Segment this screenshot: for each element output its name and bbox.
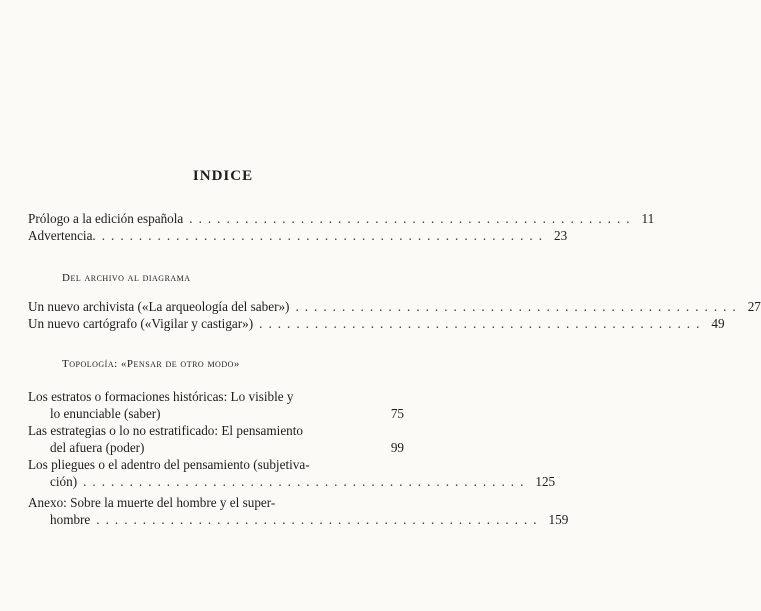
toc-section-1 [28,298,761,332]
toc-entry-text: Un nuevo cartógrafo («Vigilar y castigar») [28,316,254,331]
toc-entry-anexo [28,494,569,528]
toc-page-number: 11 [641,211,655,226]
toc-entry-text: Anexo: Sobre la muerte del hombre y el super- [28,495,276,510]
toc-page-number: 75 [390,406,404,421]
toc-entry-text: Los estratos o formaciones históricas: Lo visible y [28,389,294,404]
toc-entry-estratos [28,388,404,422]
toc-page-number: 159 [548,512,569,527]
toc-entry-text-cont: hombre [50,512,91,527]
toc-entry-text: Advertencia. [28,228,96,243]
toc-entry-text: Prólogo a la edición española [28,211,184,226]
toc-page-number: 49 [711,316,725,331]
leader-space [144,439,384,456]
toc-entry-text-cont: lo enunciable (saber) [50,406,161,421]
toc-entry-estrategias [28,422,404,456]
page-title: INDICE [192,168,254,184]
leader-dots: ................................................ [83,474,530,489]
section-heading-archivo: Del archivo al diagrama [62,272,191,284]
leader-space [161,405,385,422]
toc-entry-text: Las estrategias o lo no estratificado: El pensamiento [28,423,304,438]
leader-dots: ................................................ [101,228,548,243]
toc-entry-text-cont: del afuera (poder) [50,440,145,455]
leader-dots: ................................................ [259,316,706,331]
toc-entry-archivista [28,298,761,315]
leader-dots: ................................................ [295,299,742,314]
section-heading-topologia: Topología: «Pensar de otro modo» [62,358,240,370]
toc-entry-advertencia [28,227,568,244]
toc-front-matter [28,210,655,244]
toc-entry-prologo [28,210,655,227]
toc-page-number: 125 [535,474,556,489]
leader-dots: ................................................ [189,211,636,226]
toc-page-number: 99 [390,440,404,455]
toc-annex [28,494,569,528]
toc-entry-cartografo [28,315,725,332]
toc-section-2 [28,388,556,490]
toc-page-number: 23 [553,228,568,243]
toc-entry-text: Un nuevo archivista («La arqueología del saber») [28,299,290,314]
toc-entry-text: Los pliegues o el adentro del pensamiento (subjetiva- [28,457,310,472]
leader-dots: ................................................ [96,512,543,527]
toc-entry-text-cont: ción) [50,474,78,489]
toc-entry-pliegues [28,456,556,490]
toc-page-number: 27 [747,299,761,314]
